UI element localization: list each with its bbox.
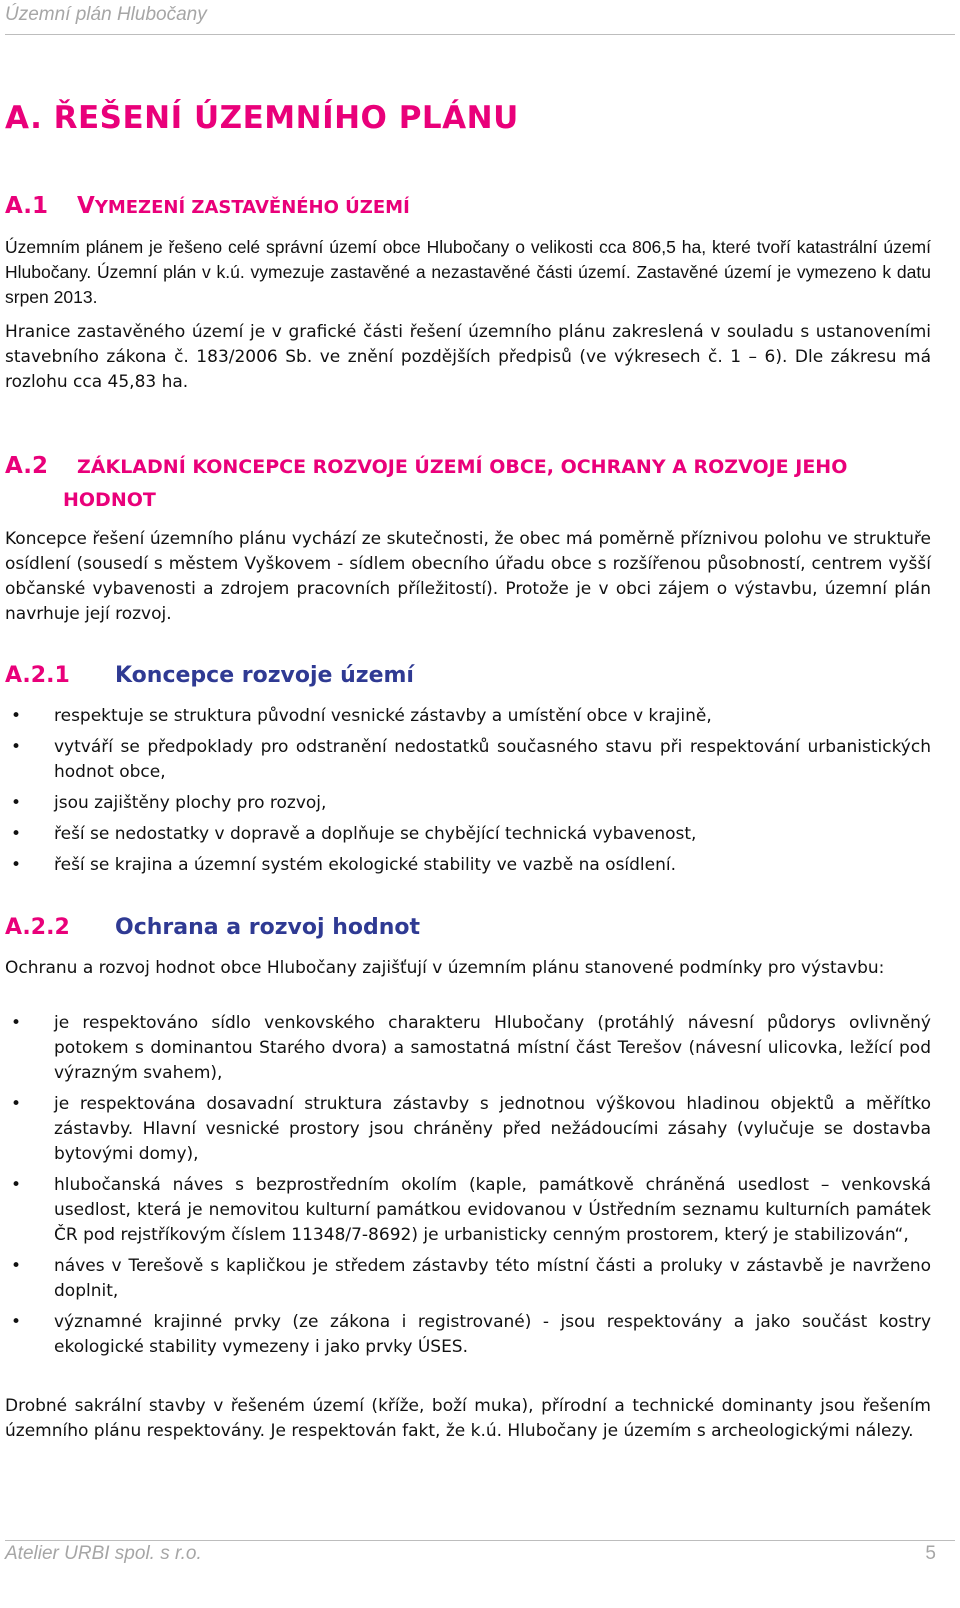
list-item: • vytváří se předpoklady pro odstranění nedostatků současného stavu při respektování urbanistických hodnot obce, <box>11 737 931 782</box>
bullet-icon: • <box>11 706 22 726</box>
page-number: 5 <box>925 1543 936 1564</box>
section-a22-title: Ochrana a rozvoj hodnot <box>115 915 421 940</box>
list-item: • náves v Terešově s kapličkou je středem zástavby této místní části a proluky v zástavbě je navrženo doplnit, <box>11 1256 931 1301</box>
footer-rule <box>5 1540 955 1541</box>
list-item: • hlubočanská náves s bezprostředním okolím (kaple, památkově chráněná usedlost – venkovská usedlost, která je nemovitou kulturní památkou evidovanou v Ústředním seznamu kulturních památek ČR pod rejstříkovým číslem 11348/7-8692) je urbanisticky cenným prostorem, který je stabilizován“, <box>11 1175 931 1245</box>
footer-company: Atelier URBI spol. s r.o. <box>5 1543 202 1564</box>
section-a21-number: A.2.1 <box>5 663 70 688</box>
main-heading: A. ŘEŠENÍ ÚZEMNÍHO PLÁNU <box>5 100 519 136</box>
section-a2-paragraph: Koncepce řešení územního plánu vychází ze skutečnosti, že obec má poměrně příznivou polohu ve struktuře osídlení (sousedí s městem Vyškovem - sídlem obecního úřadu obce s rozšířenou působností, centrem vyšší občanské vybavenosti a zdrojem pracovních příležitostí). Protože je v obci zájem o výstavbu, územní plán navrhuje její rozvoj. <box>5 529 931 624</box>
bullet-icon: • <box>11 737 22 757</box>
section-a21-list <box>5 704 931 878</box>
bullet-icon: • <box>11 824 22 844</box>
section-a2-heading <box>5 450 847 517</box>
bullet-icon: • <box>11 855 22 875</box>
section-a2-title-line2: HODNOT <box>63 489 156 511</box>
header-rule <box>5 34 955 35</box>
bullet-icon: • <box>11 793 22 813</box>
list-item: • je respektována dosavadní struktura zástavby s jednotnou výškovou hladinou objektů a měřítko zástavby. Hlavní vesnické prostory jsou chráněny před nežádoucími zásahy (vylučuje se dostavba bytovými domy), <box>11 1094 931 1164</box>
section-a2-number: A.2 <box>5 453 48 479</box>
list-item: • jsou zajištěny plochy pro rozvoj, <box>5 791 931 816</box>
section-a22-closing: Drobné sakrální stavby v řešeném území (kříže, boží muka), přírodní a technické dominanty jsou řešením územního plánu respektovány. Je respektován fakt, že k.ú. Hlubočany je územím s archeologickými nálezy. <box>5 1396 931 1441</box>
list-item: • respektuje se struktura původní vesnické zástavby a umístění obce v krajině, <box>5 704 931 729</box>
section-a1-paragraph-1: Územním plánem je řešeno celé správní území obce Hlubočany o velikosti cca 806,5 ha, které tvoří katastrální území Hlubočany. Územní plán v k.ú. vymezuje zastavěné a nezastavěné části území. Zastavěné území je vymezeno k datu srpen 2013. <box>5 237 931 307</box>
section-a1-title-cap: V <box>77 193 95 219</box>
list-item: • významné krajinné prvky (ze zákona i registrované) - jsou respektovány a jako součást kostry ekologické stability vymezeny i jako prvky ÚSES. <box>11 1312 931 1357</box>
section-a22-intro: Ochranu a rozvoj hodnot obce Hlubočany zajišťují v územním plánu stanovené podmínky pro výstavbu: <box>5 958 885 978</box>
list-item: • řeší se krajina a územní systém ekologické stability ve vazbě na osídlení. <box>5 853 931 878</box>
section-a22-number: A.2.2 <box>5 915 70 940</box>
section-a1-heading <box>5 193 410 219</box>
running-header: Územní plán Hlubočany <box>5 4 207 25</box>
section-a1-number: A.1 <box>5 193 48 219</box>
bullet-icon: • <box>11 1312 22 1332</box>
bullet-icon: • <box>11 1013 22 1033</box>
list-item: • řeší se nedostatky v dopravě a doplňuje se chybějící technická vybavenost, <box>5 822 931 847</box>
bullet-icon: • <box>11 1094 22 1114</box>
section-a1-title-rest: YMEZENÍ ZASTAVĚNÉHO ÚZEMÍ <box>94 197 410 218</box>
section-a21-heading <box>5 663 414 688</box>
bullet-icon: • <box>11 1175 22 1195</box>
list-item: • je respektováno sídlo venkovského charakteru Hlubočany (protáhlý návesní půdorys ovlivněný potokem s dominantou Starého dvora) a samostatná místní část Terešov (návesní ulicovka, ležící pod výrazným svahem), <box>11 1013 931 1083</box>
section-a22-heading <box>5 915 420 940</box>
section-a1-paragraph-2: Hranice zastavěného území je v grafické části řešení územního plánu zakreslená v souladu s ustanoveními stavebního zákona č. 183/2006 Sb. ve znění pozdějších předpisů (ve výkresech č. 1 – 6). Dle zákresu má rozlohu cca 45,83 ha. <box>5 322 931 392</box>
section-a22-list <box>5 1011 931 1360</box>
section-a2-title-line1: ZÁKLADNÍ KONCEPCE ROZVOJE ÚZEMÍ OBCE, OCHRANY A ROZVOJE JEHO <box>77 456 848 478</box>
bullet-icon: • <box>11 1256 22 1276</box>
section-a21-title: Koncepce rozvoje území <box>115 663 414 688</box>
